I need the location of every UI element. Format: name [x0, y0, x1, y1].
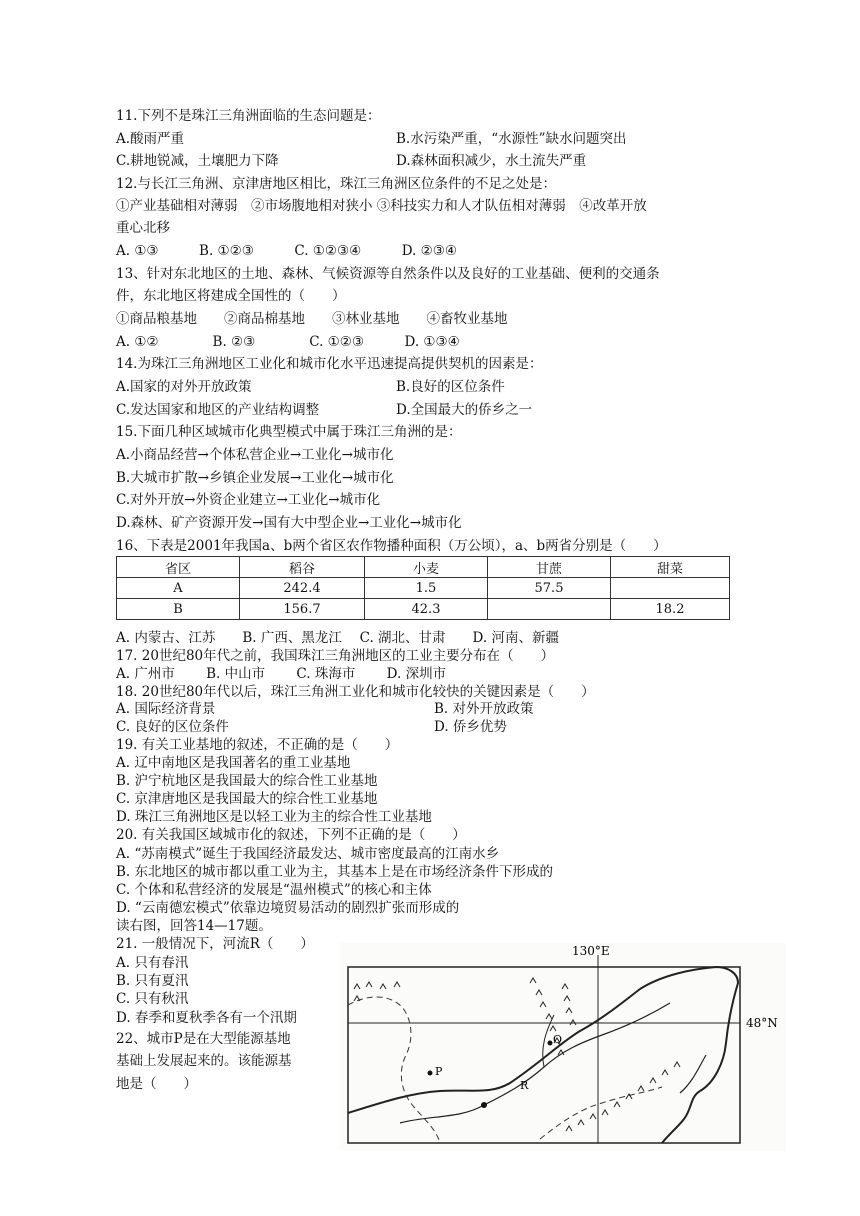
q18-option-d: D. 侨乡优势 — [434, 719, 507, 735]
q18-stem: 18. 20世纪80年代以后，珠江三角洲工业化和城市化较快的关键因素是（ ） — [116, 684, 595, 700]
table-header-cell: 省区 — [117, 557, 240, 578]
river-r-label: R — [520, 1079, 529, 1092]
q12-options: A. ①③ B. ①②③ C. ①②③④ D. ②③④ — [116, 243, 457, 259]
q15-option-d: D.森林、矿产资源开发→国有大中型企业→工业化→城市化 — [116, 515, 462, 531]
northeast-china-map — [340, 943, 786, 1151]
q11-option-b: B.水污染严重，“水源性”缺水问题突出 — [396, 131, 627, 147]
crop-area-table — [116, 556, 730, 620]
q11-option-d: D.森林面积减少，水土流失严重 — [396, 153, 587, 169]
q21-option-c: C. 只有秋汛 — [116, 991, 189, 1007]
q15-option-c: C.对外开放→外资企业建立→工业化→城市化 — [116, 492, 381, 508]
q20-option-d: D. “云南德宏模式”依靠边境贸易活动的剧烈扩张而形成的 — [116, 900, 460, 916]
table-cell: 1.5 — [365, 578, 488, 599]
q20-option-c: C. 个体和私营经济的发展是“温州模式”的核心和主体 — [116, 882, 432, 898]
q17-options: A. 广州市 B. 中山市 C. 珠海市 D. 深圳市 — [116, 666, 447, 682]
table-cell: 18.2 — [611, 599, 730, 620]
q13-stem-line1: 13、针对东北地区的土地、森林、气候资源等自然条件以及良好的工业基础、便利的交通条 — [116, 266, 660, 282]
table-header-cell: 甜菜 — [611, 557, 730, 578]
q13-options: A. ①② B. ②③ C. ①②③ D. ①③④ — [116, 334, 460, 350]
table-cell: 242.4 — [240, 578, 365, 599]
q19-option-d: D. 珠江三角洲地区是以轻工业为主的综合性工业基地 — [116, 809, 432, 825]
q19-option-b: B. 沪宁杭地区是我国最大的综合性工业基地 — [116, 773, 378, 789]
q18-option-a: A. 国际经济背景 — [116, 701, 216, 717]
q15-option-a: A.小商品经营→个体私营企业→工业化→城市化 — [116, 447, 394, 463]
q13-stem-line2: 件，东北地区将建成全国性的（ ） — [116, 288, 346, 304]
city-p-dot — [428, 1071, 433, 1076]
q22-line3: 地是（ ） — [116, 1076, 197, 1092]
q21-option-b: B. 只有夏汛 — [116, 973, 189, 989]
q16-options: A. 内蒙古、江苏 B. 广西、黑龙江 C. 湖北、甘肃 D. 河南、新疆 — [116, 630, 559, 646]
q15-stem: 15.下面几种区域城市化典型模式中属于珠江三角洲的是： — [116, 424, 462, 440]
city-q-label: Q — [553, 1033, 563, 1046]
q17-stem: 17. 20世纪80年代之前，我国珠江三角洲地区的工业主要分布在（ ） — [116, 648, 555, 664]
table-header-cell: 稻谷 — [240, 557, 365, 578]
q19-stem: 19. 有关工业基地的叙述，不正确的是（ ） — [116, 737, 399, 753]
table-cell: B — [117, 599, 240, 620]
table-row — [117, 599, 730, 620]
table-cell — [611, 578, 730, 599]
table-cell — [488, 599, 611, 620]
q11-option-a: A.酸雨严重 — [116, 131, 185, 147]
q12-items-line2: 重心北移 — [116, 220, 170, 236]
city-p-label: P — [435, 1065, 443, 1078]
q14-option-b: B.良好的区位条件 — [396, 379, 505, 395]
table-cell: 156.7 — [240, 599, 365, 620]
q20-option-b: B. 东北地区的城市都以重工业为主，其基本上是在市场经济条件下形成的 — [116, 864, 554, 880]
q14-option-a: A.国家的对外开放政策 — [116, 379, 252, 395]
q18-option-c: C. 良好的区位条件 — [116, 719, 229, 735]
lon-label: 130°E — [572, 944, 610, 958]
table-header-cell: 小麦 — [365, 557, 488, 578]
q16-stem: 16、下表是2001年我国a、b两个省区农作物播种面积（万公顷），a、b两省分别是（ ） — [116, 538, 667, 554]
table-header-row — [117, 557, 730, 578]
q19-option-a: A. 辽中南地区是我国著名的重工业基地 — [116, 755, 351, 771]
q21-option-a: A. 只有春汛 — [116, 955, 189, 971]
lat-label: 48°N — [746, 1016, 778, 1030]
q14-stem: 14.为珠江三角洲地区工业化和城市化水平迅速提高提供契机的因素是： — [116, 356, 543, 372]
q18-option-b: B. 对外开放政策 — [434, 701, 534, 717]
q22-line1: 22、城市P是在大型能源基地 — [116, 1031, 291, 1047]
q12-items-line1: ①产业基础相对薄弱 ②市场腹地相对狭小 ③科技实力和人才队伍相对薄弱 ④改革开放 — [116, 198, 647, 214]
table-cell: 57.5 — [488, 578, 611, 599]
table-cell: A — [117, 578, 240, 599]
q20-option-a: A. “苏南模式”诞生于我国经济最发达、城市密度最高的江南水乡 — [116, 846, 500, 862]
q20-stem: 20. 有关我国区域城市化的叙述，下列不正确的是（ ） — [116, 827, 466, 843]
q11-stem: 11.下列不是珠江三角洲面临的生态问题是： — [116, 108, 381, 124]
q12-stem: 12.与长江三角洲、京津唐地区相比，珠江三角洲区位条件的不足之处是： — [116, 176, 556, 192]
q14-option-c: C.发达国家和地区的产业结构调整 — [116, 402, 320, 418]
city-q-dot — [548, 1041, 553, 1046]
q19-option-c: C. 京津唐地区是我国最大的综合性工业基地 — [116, 791, 378, 807]
city-dot — [481, 1102, 487, 1108]
q22-line2: 基础上发展起来的。该能源基 — [116, 1053, 292, 1069]
table-cell: 42.3 — [365, 599, 488, 620]
table-row — [117, 578, 730, 599]
q11-option-c: C.耕地锐减，土壤肥力下降 — [116, 153, 279, 169]
q21-option-d: D. 春季和夏秋季各有一个汛期 — [116, 1010, 297, 1026]
map-intro: 读右图，回答14—17题。 — [116, 918, 272, 934]
q14-option-d: D.全国最大的侨乡之一 — [396, 402, 533, 418]
table-header-cell: 甘蔗 — [488, 557, 611, 578]
q21-stem: 21. 一般情况下，河流R（ ） — [116, 936, 314, 952]
q15-option-b: B.大城市扩散→乡镇企业发展→工业化→城市化 — [116, 470, 394, 486]
q13-items: ①商品粮基地 ②商品棉基地 ③林业基地 ④畜牧业基地 — [116, 311, 508, 327]
